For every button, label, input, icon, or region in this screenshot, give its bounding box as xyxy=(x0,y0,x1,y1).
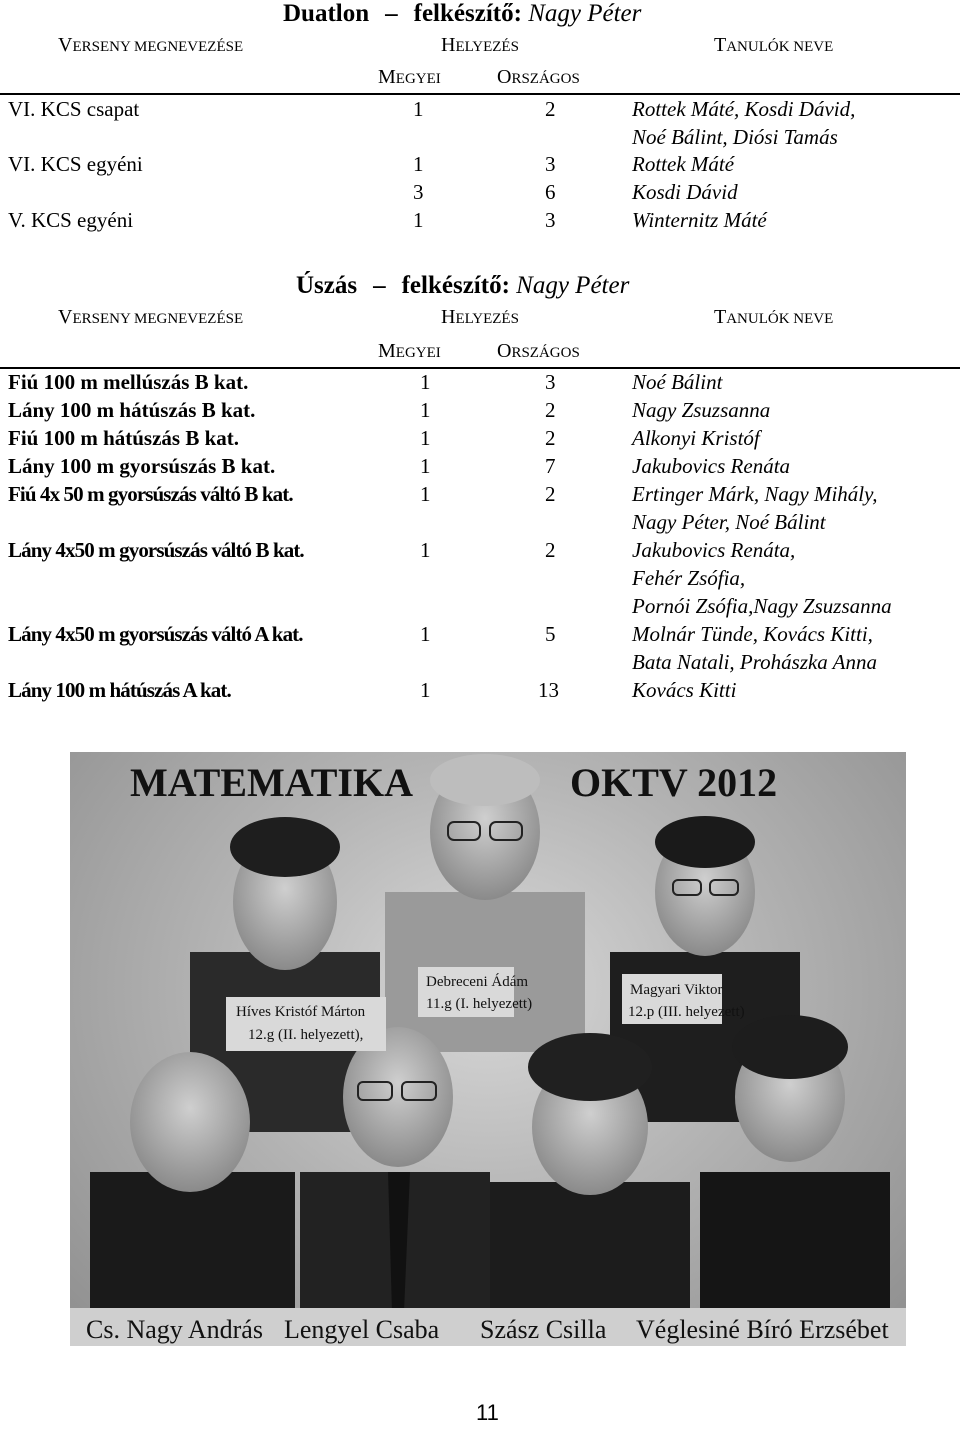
uszas-header-national: ORSZÁGOS xyxy=(497,340,580,362)
poster-title-right: OKTV 2012 xyxy=(570,760,778,805)
teacher-name: Véglesiné Bíró Erzsébet xyxy=(636,1315,889,1344)
student-name: Híves Kristóf Márton xyxy=(236,1004,366,1020)
teacher-name: Szász Csilla xyxy=(480,1315,607,1344)
page-number: 11 xyxy=(476,1400,499,1425)
student-result: 12.g (II. helyezett), xyxy=(248,1027,364,1043)
student-name: Magyari Viktor xyxy=(630,982,723,998)
duatlon-header-names: TANULÓK NEVE xyxy=(714,34,834,56)
student-name: Debreceni Ádám xyxy=(426,974,529,990)
duatlon-header-county: MEGYEI xyxy=(378,66,441,88)
duatlon-header-event: VERSENY MEGNEVEZÉSE xyxy=(58,34,244,56)
uszas-header-event: VERSENY MEGNEVEZÉSE xyxy=(58,306,244,328)
duatlon-header-place: HELYEZÉS xyxy=(441,34,519,56)
uszas-header-names: TANULÓK NEVE xyxy=(714,306,834,328)
uszas-header-county: MEGYEI xyxy=(378,340,441,362)
oktv-poster-photo xyxy=(70,752,906,1346)
poster-title-left: MATEMATIKA xyxy=(130,760,413,805)
duatlon-title: Duatlon – felkészítő: Nagy Péter xyxy=(283,0,642,27)
poster-illustration xyxy=(70,752,906,1346)
uszas-header-place: HELYEZÉS xyxy=(441,306,519,328)
uszas-title: Úszás – felkészítő: Nagy Péter xyxy=(296,272,630,299)
teacher-name: Cs. Nagy András xyxy=(86,1315,263,1344)
duatlon-header-national: ORSZÁGOS xyxy=(497,66,580,88)
teacher-name: Lengyel Csaba xyxy=(284,1315,440,1344)
student-result: 12.p (III. helyezett) xyxy=(628,1004,745,1020)
student-result: 11.g (I. helyezett) xyxy=(426,996,533,1012)
